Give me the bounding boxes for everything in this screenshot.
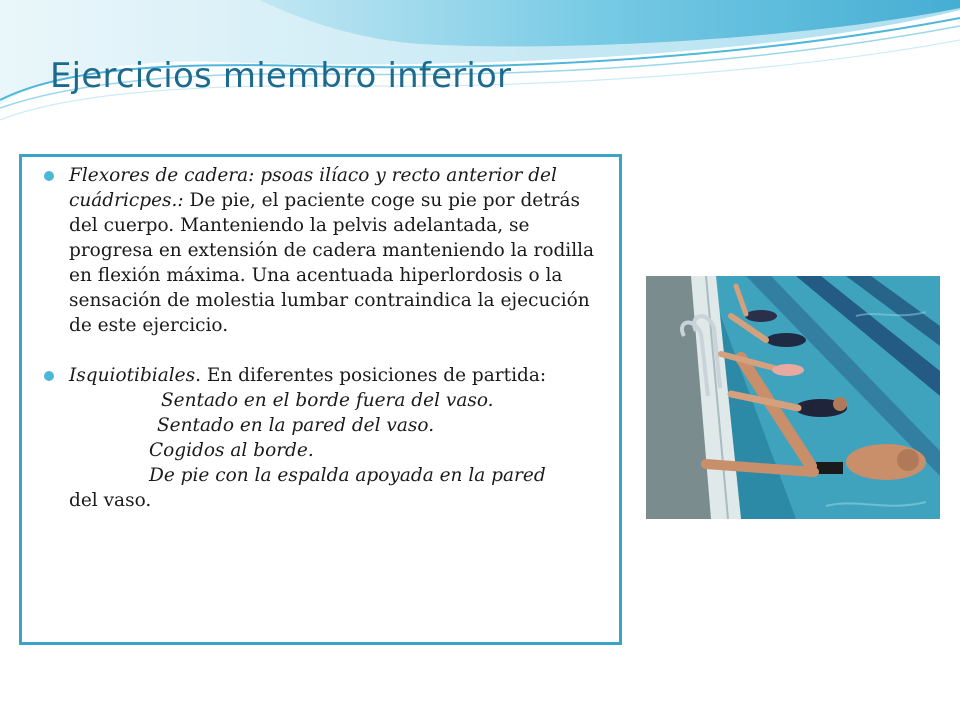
- position-line: De pie con la espalda apoyada en la pared: [149, 465, 546, 486]
- bullet-item-hip-flexors: [44, 163, 604, 338]
- slide-title: Ejercicios miembro inferior: [50, 56, 512, 96]
- item-term: Flexores de cadera: psoas ilíaco y recto anterior del cuádricpes.:: [69, 165, 557, 211]
- item-text: . En diferentes posiciones de partida:: [195, 365, 547, 386]
- item-term: Isquiotibiales: [69, 365, 196, 386]
- pool-stretching-photo: [646, 276, 940, 519]
- item-text: De pie, el paciente coge su pie por detrás del cuerpo. Manteniendo la pelvis adelantada, se progresa en extensión de cadera manteniendo la rodilla en flexión máxima. Una acentuada hiperlordosis o la sensación de molestia lumbar contraindica la ejecución de este ejercicio.: [69, 190, 595, 336]
- bullet-item-hamstrings: [44, 363, 604, 513]
- position-line: Cogidos al borde.: [149, 440, 314, 461]
- position-line: Sentado en el borde fuera del vaso.: [161, 390, 494, 411]
- content-box: [19, 154, 622, 645]
- content-text: [44, 163, 604, 513]
- position-line-tail: del vaso.: [69, 490, 152, 511]
- bullet-icon: [44, 371, 54, 381]
- position-line: Sentado en la pared del vaso.: [157, 415, 435, 436]
- bullet-icon: [44, 171, 54, 181]
